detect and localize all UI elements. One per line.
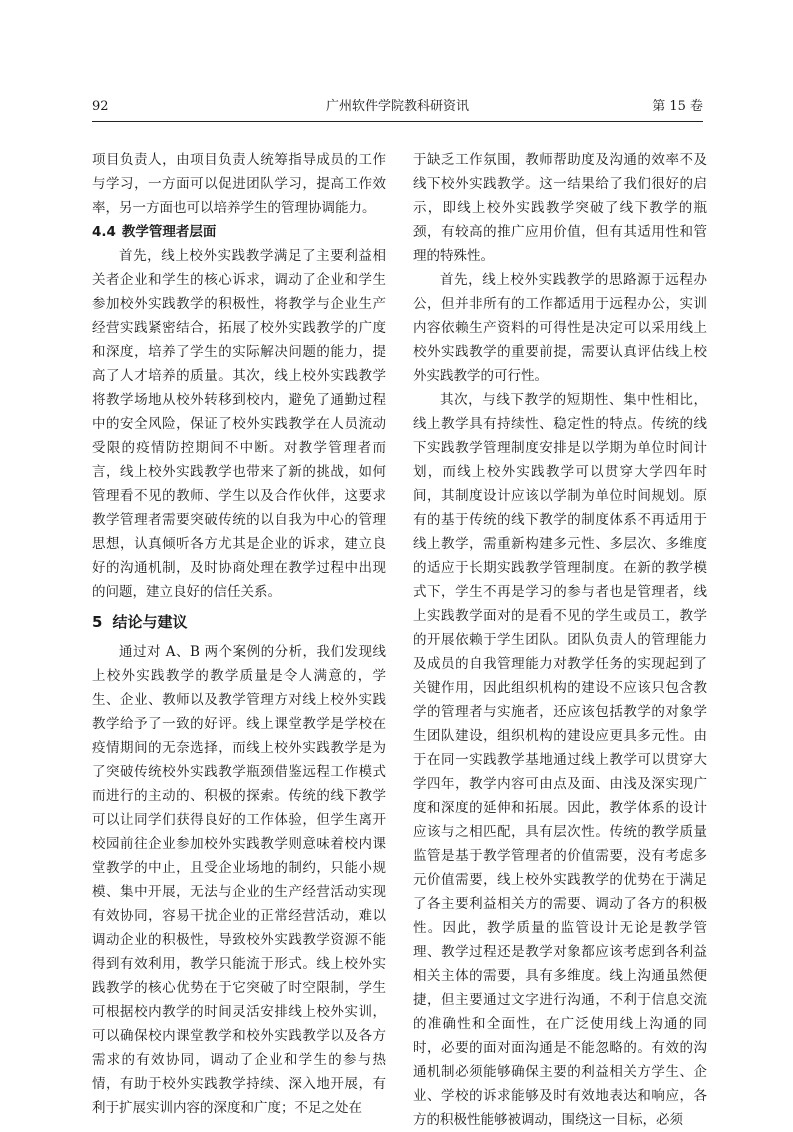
- section-number: 5: [92, 613, 103, 631]
- page-number: 92: [92, 99, 109, 114]
- section-title: 结论与建议: [112, 613, 188, 631]
- journal-title: 广州软件学院教科研资讯: [325, 99, 469, 114]
- volume-label: 第 15 卷: [652, 99, 703, 114]
- paragraph: 首先，线上校外实践教学满足了主要利益相关者企业和学生的核心诉求，调动了企业和学生参加校外实践教学的积极性，将教学与企业生产经营实践紧密结合，拓展了校外实践教学的广度和深度，培养了学生的实际解决问题的能力，提高了人才培养的质量。其次，线上校外实践教学将教学场地从校外转移到校内，避免了通勤过程中的安全风险，保证了校外实践教学在人员流动受限的疫情防控期间不中断。对教学管理者而言，线上校外实践教学也带来了新的挑战，如何管理看不见的教师、学生以及合作伙伴，这要求教学管理者需要突破传统的以自我为中心的管理思想，认真倾听各方尤其是企业的诉求，建立良好的沟通机制，及时协商处理在教学过程中出现的问题，建立良好的信任关系。: [92, 248, 386, 600]
- paragraph: 其次，与线下教学的短期性、集中性相比，线上教学具有持续性、稳定性的特点。传统的线下实践教学管理制度安排是以学期为单位时间计划，而线上校外实践教学可以贯穿大学四年时间，其制度设计应该以学制为单位时间规划。原有的基于传统的线下教学的制度体系不再适用于线上教学，需重新构建多元性、多层次、多维度的适应于长期实践教学管理制度。在新的教学模式下，学生不再是学习的参与者也是管理者，线上实践教学面对的是看不见的学生或员工，教学的开展依赖于学生团队。团队负责人的管理能力及成员的自我管理能力对教学任务的实现起到了关键作用，因此组织机构的建设不应该只包含教学的管理者与实施者，还应该包括教学的对象学生团队建设，组织机构的建设应更具多元性。由于在同一实践教学基地通过线上教学可以贯穿大学四年，教学内容可由点及面、由浅及深实现广度和深度的延伸和拓展。因此，教学体系的设计应该与之相匹配，具有层次性。传统的教学质量监管是基于教学管理者的价值需要，没有考虑多元价值需要，线上校外实践教学的优势在于满足了各主要利益相关方的需要、调动了各方的积极性。因此，教学质量的监管设计无论是教学管理、教学过程还是教学对象都应该考虑到各利益相关主体的需要，具有多维度。线上沟通虽然便捷，但主要通过文字进行沟通，不利于信息交流的准确性和全面性，在广泛使用线上沟通的同时，必要的面对面沟通是不能忽略的。有效的沟通机制必须能够确保主要的利益相关方学生、企业、学校的诉求能够及时有效地表达和响应，各方的积极性能够被调动，围绕这一目标，必须: [413, 392, 707, 1128]
- subsection-title: 教学管理者层面: [121, 224, 217, 240]
- subsection-heading: [92, 220, 386, 244]
- paragraph: 项目负责人，由项目负责人统筹指导成员的工作与学习，一方面可以促进团队学习，提高工作效率，另一方面也可以培养学生的管理协调能力。: [92, 152, 386, 216]
- header-rule: [92, 121, 703, 122]
- paragraph: 首先，线上校外实践教学的思路源于远程办公，但并非所有的工作都适用于远程办公，实训内容依赖生产资料的可得性是决定可以采用线上校外实践教学的重要前提，需要认真评估线上校外实践教学的可行性。: [413, 272, 707, 384]
- right-column: [413, 148, 707, 1132]
- subsection-number: 4.4: [92, 224, 116, 240]
- paragraph: 通过对 A、B 两个案例的分析，我们发现线上校外实践教学的教学质量是令人满意的，学生、企业、教师以及教学管理方对线上校外实践教学给予了一致的好评。线上课堂教学是学校在疫情期间的无奈选择，而线上校外实践教学是为了突破传统校外实践教学瓶颈借鉴远程工作模式而进行的主动的、积极的探索。传统的线下教学可以让同学们获得良好的工作体验，但学生离开校园前往企业参加校外实践教学则意味着校内课堂教学的中止，且受企业场地的制约，只能小规模、集中开展，无法与企业的生产经营活动实现有效协同，容易干扰企业的正常经营活动，难以调动企业的积极性，导致校外实践教学资源不能得到有效利用，教学只能流于形式。线上校外实践教学的核心优势在于它突破了时空限制，学生可根据校内教学的时间灵活安排线上校外实训，可以确保校内课堂教学和校外实践教学以及各方需求的有效协同，调动了企业和学生的参与热情，有助于校外实践教学持续、深入地开展，有利于扩展实训内容的深度和广度；不足之处在: [92, 644, 386, 1116]
- section-heading: [92, 608, 386, 636]
- paragraph: 于缺乏工作氛围，教师帮助度及沟通的效率不及线下校外实践教学。这一结果给了我们很好的启示，即线上校外实践教学突破了线下教学的瓶颈，有较高的推广应用价值，但有其适用性和管理的特殊性。: [413, 152, 707, 264]
- left-column: [92, 148, 386, 1120]
- running-header: [92, 97, 703, 117]
